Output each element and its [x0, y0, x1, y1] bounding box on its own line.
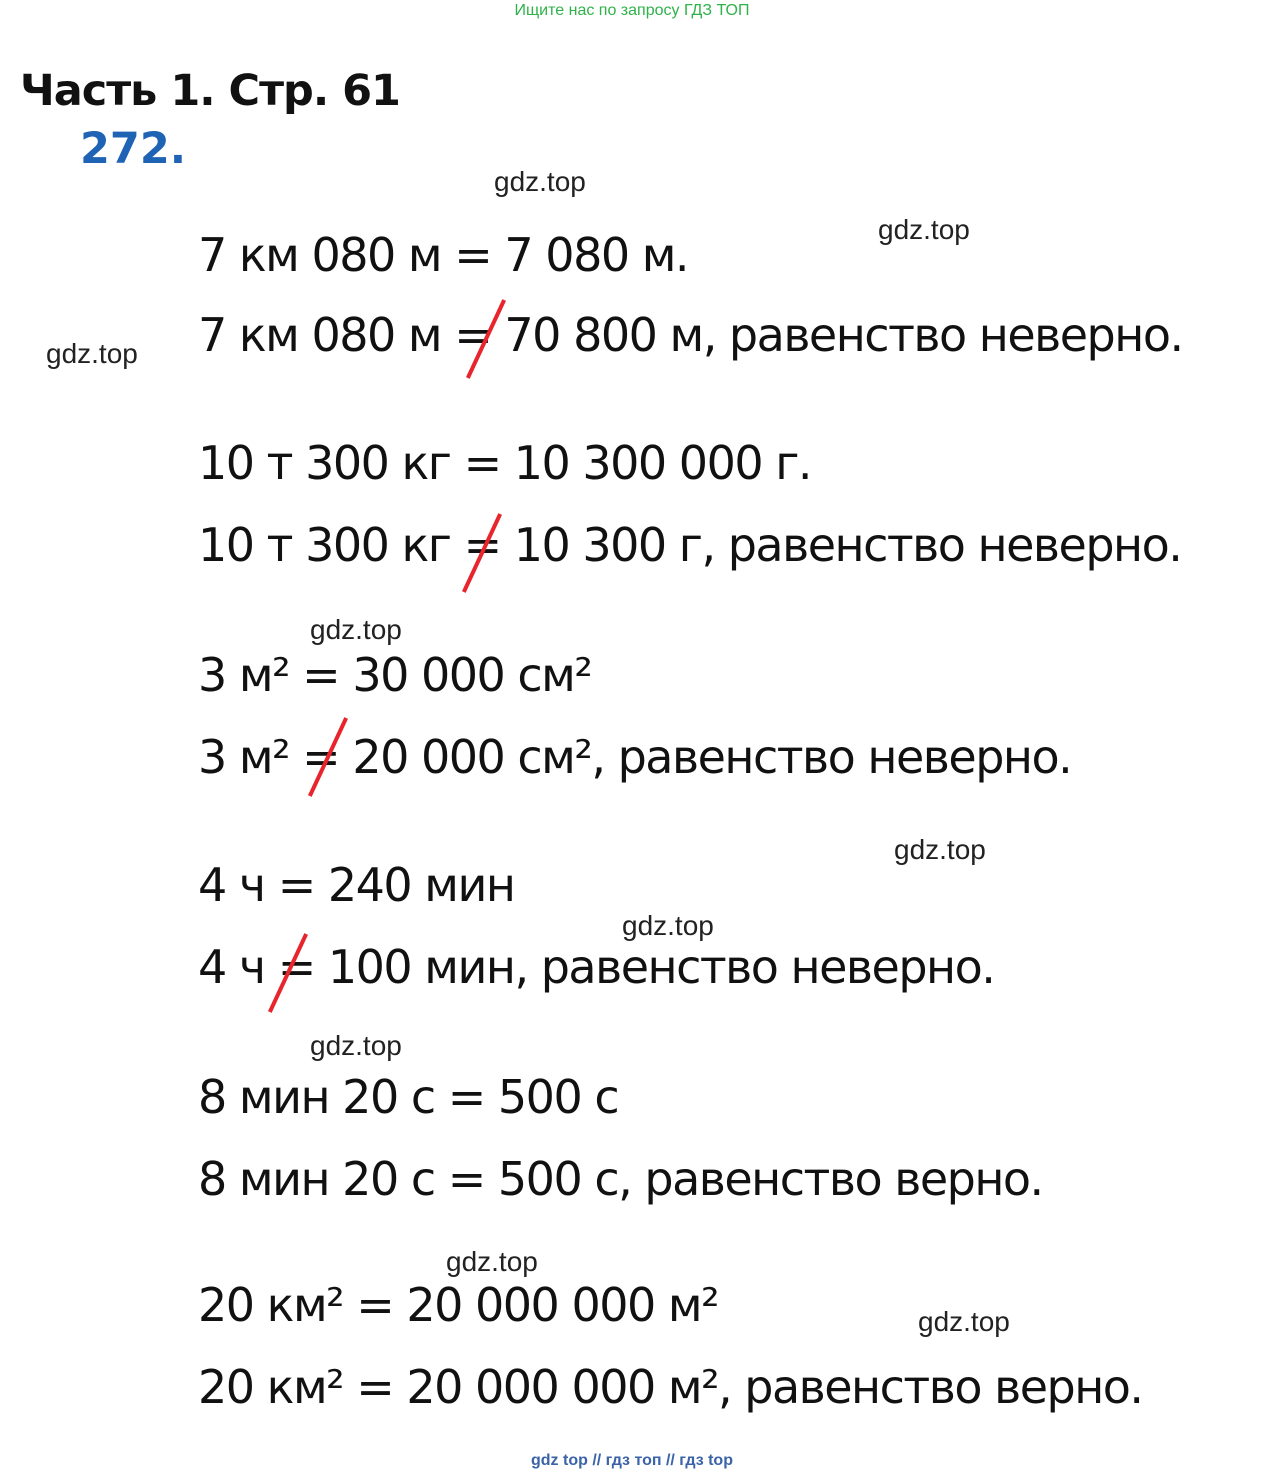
equation-line: 4 ч = 100 мин, равенство неверно.: [198, 940, 995, 994]
watermark: gdz.top: [894, 834, 986, 865]
equation-line: 20 км² = 20 000 000 м²: [198, 1278, 719, 1332]
equation-line: 8 мин 20 с = 500 с, равенство верно.: [198, 1152, 1043, 1206]
task-number: 272.: [80, 124, 187, 174]
equation-line: 3 м² = 20 000 см², равенство неверно.: [198, 730, 1072, 784]
equation-line: 7 км 080 м = 70 800 м, равенство неверно.: [198, 308, 1183, 362]
watermark: gdz.top: [878, 214, 970, 245]
equation-line: 20 км² = 20 000 000 м², равенство верно.: [198, 1360, 1143, 1414]
watermark: gdz.top: [310, 1030, 402, 1061]
top-banner: Ищите нас по запросу ГДЗ ТОП: [514, 2, 750, 19]
equation-line: 7 км 080 м = 7 080 м.: [198, 228, 689, 282]
watermark: gdz.top: [494, 166, 586, 197]
watermark: gdz.top: [918, 1306, 1010, 1337]
equation-line: 8 мин 20 с = 500 с: [198, 1070, 619, 1124]
equation-line: 4 ч = 240 мин: [198, 858, 515, 912]
watermark: gdz.top: [46, 338, 138, 369]
equation-line: 10 т 300 кг = 10 300 г, равенство неверно.: [198, 518, 1182, 572]
watermark: gdz.top: [446, 1246, 538, 1277]
watermark: gdz.top: [622, 910, 714, 941]
equation-line: 10 т 300 кг = 10 300 000 г.: [198, 436, 812, 490]
page-title: Часть 1. Стр. 61: [20, 66, 400, 116]
equation-line: 3 м² = 30 000 см²: [198, 648, 592, 702]
watermark: gdz.top: [310, 614, 402, 645]
footer-text: gdz top // гдз топ // гдз top: [531, 1452, 733, 1469]
